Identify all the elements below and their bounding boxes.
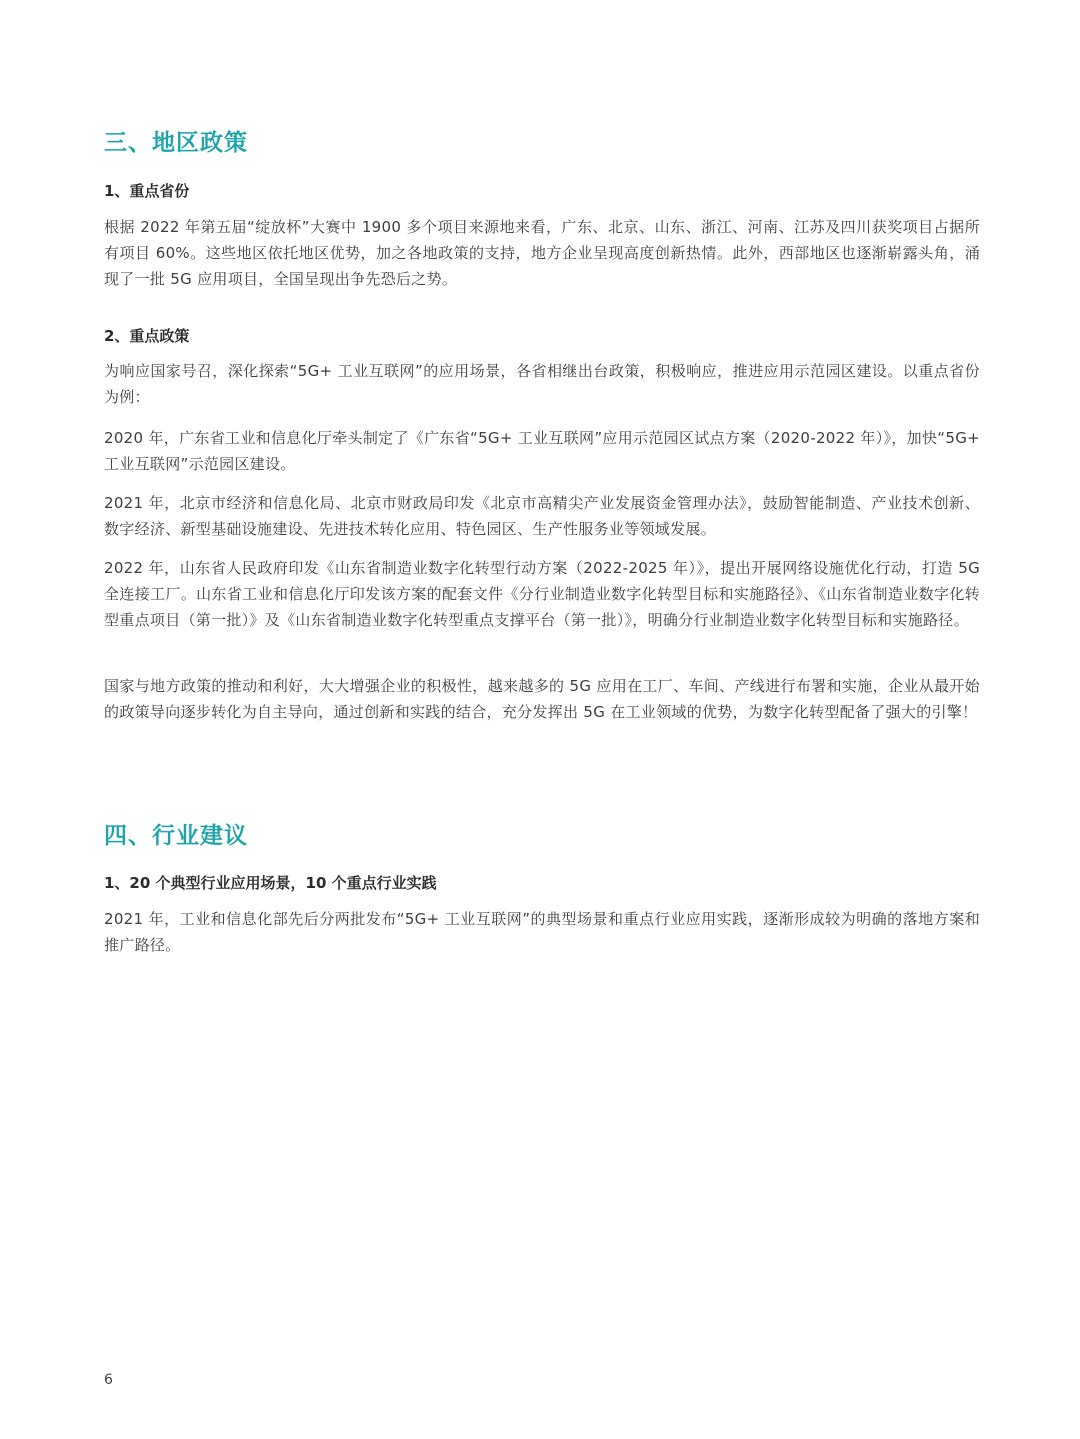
page-number: 6 — [104, 1372, 113, 1388]
paragraph-typical-scenarios: 2021 年，工业和信息化部先后分两批发布“5G+ 工业互联网”的典型场景和重点行业应用实践，逐渐形成较为明确的落地方案和推广路径。 — [104, 910, 980, 954]
paragraph-policy-summary: 国家与地方政策的推动和利好，大大增强企业的积极性，越来越多的 5G 应用在工厂、车间、产线进行布署和实施，企业从最开始的政策导向逐步转化为自主导向，通过创新和实践的结合，充分发挥出 5G 在工业领域的优势，为数字化转型配备了强大的引擎！ — [104, 677, 980, 721]
paragraph-policy-beijing: 2021 年，北京市经济和信息化局、北京市财政局印发《北京市高精尖产业发展资金管理办法》，鼓励智能制造、产业技术创新、数字经济、新型基础设施建设、先进技术转化应用、特色园区、生产性服务业等领域发展。 — [104, 494, 980, 538]
paragraph-policy-guangdong: 2020 年，广东省工业和信息化厅牵头制定了《广东省“5G+ 工业互联网”应用示范园区试点方案（2020-2022 年）》，加快“5G+ 工业互联网”示范园区建设。 — [104, 429, 980, 473]
section-title-industry-advice: 四、行业建议 — [104, 823, 248, 849]
subsection-title-key-provinces: 1、重点省份 — [104, 182, 190, 200]
paragraph-policy-shandong: 2022 年，山东省人民政府印发《山东省制造业数字化转型行动方案（2022-2025 年）》，提出开展网络设施优化行动，打造 5G 全连接工厂。山东省工业和信息化厅印发该方案的配套文件《分行业制造业数字化转型目标和实施路径》、《山东省制造业数字化转型重点项目（第一批）》及《山东省制造业数字化转型重点支撑平台（第一批）》，明确分行业制造业数字化转型目标和实施路径。 — [104, 559, 980, 629]
subsection-title-key-policies: 2、重点政策 — [104, 327, 190, 345]
subsection-title-typical-scenarios: 1、20 个典型行业应用场景，10 个重点行业实践 — [104, 874, 437, 892]
paragraph-key-provinces: 根据 2022 年第五届“绽放杯”大赛中 1900 多个项目来源地来看，广东、北京、山东、浙江、河南、江苏及四川获奖项目占据所有项目 60%。这些地区依托地区优势，加之各地政策的支持，地方企业呈现高度创新热情。此外，西部地区也逐渐崭露头角，涌现了一批 5G 应用项目，全国呈现出争先恐后之势。 — [104, 218, 980, 288]
section-title-regional-policy: 三、地区政策 — [104, 130, 248, 156]
paragraph-policy-intro: 为响应国家号召，深化探索“5G+ 工业互联网”的应用场景，各省相继出台政策，积极响应，推进应用示范园区建设。以重点省份为例： — [104, 362, 980, 406]
